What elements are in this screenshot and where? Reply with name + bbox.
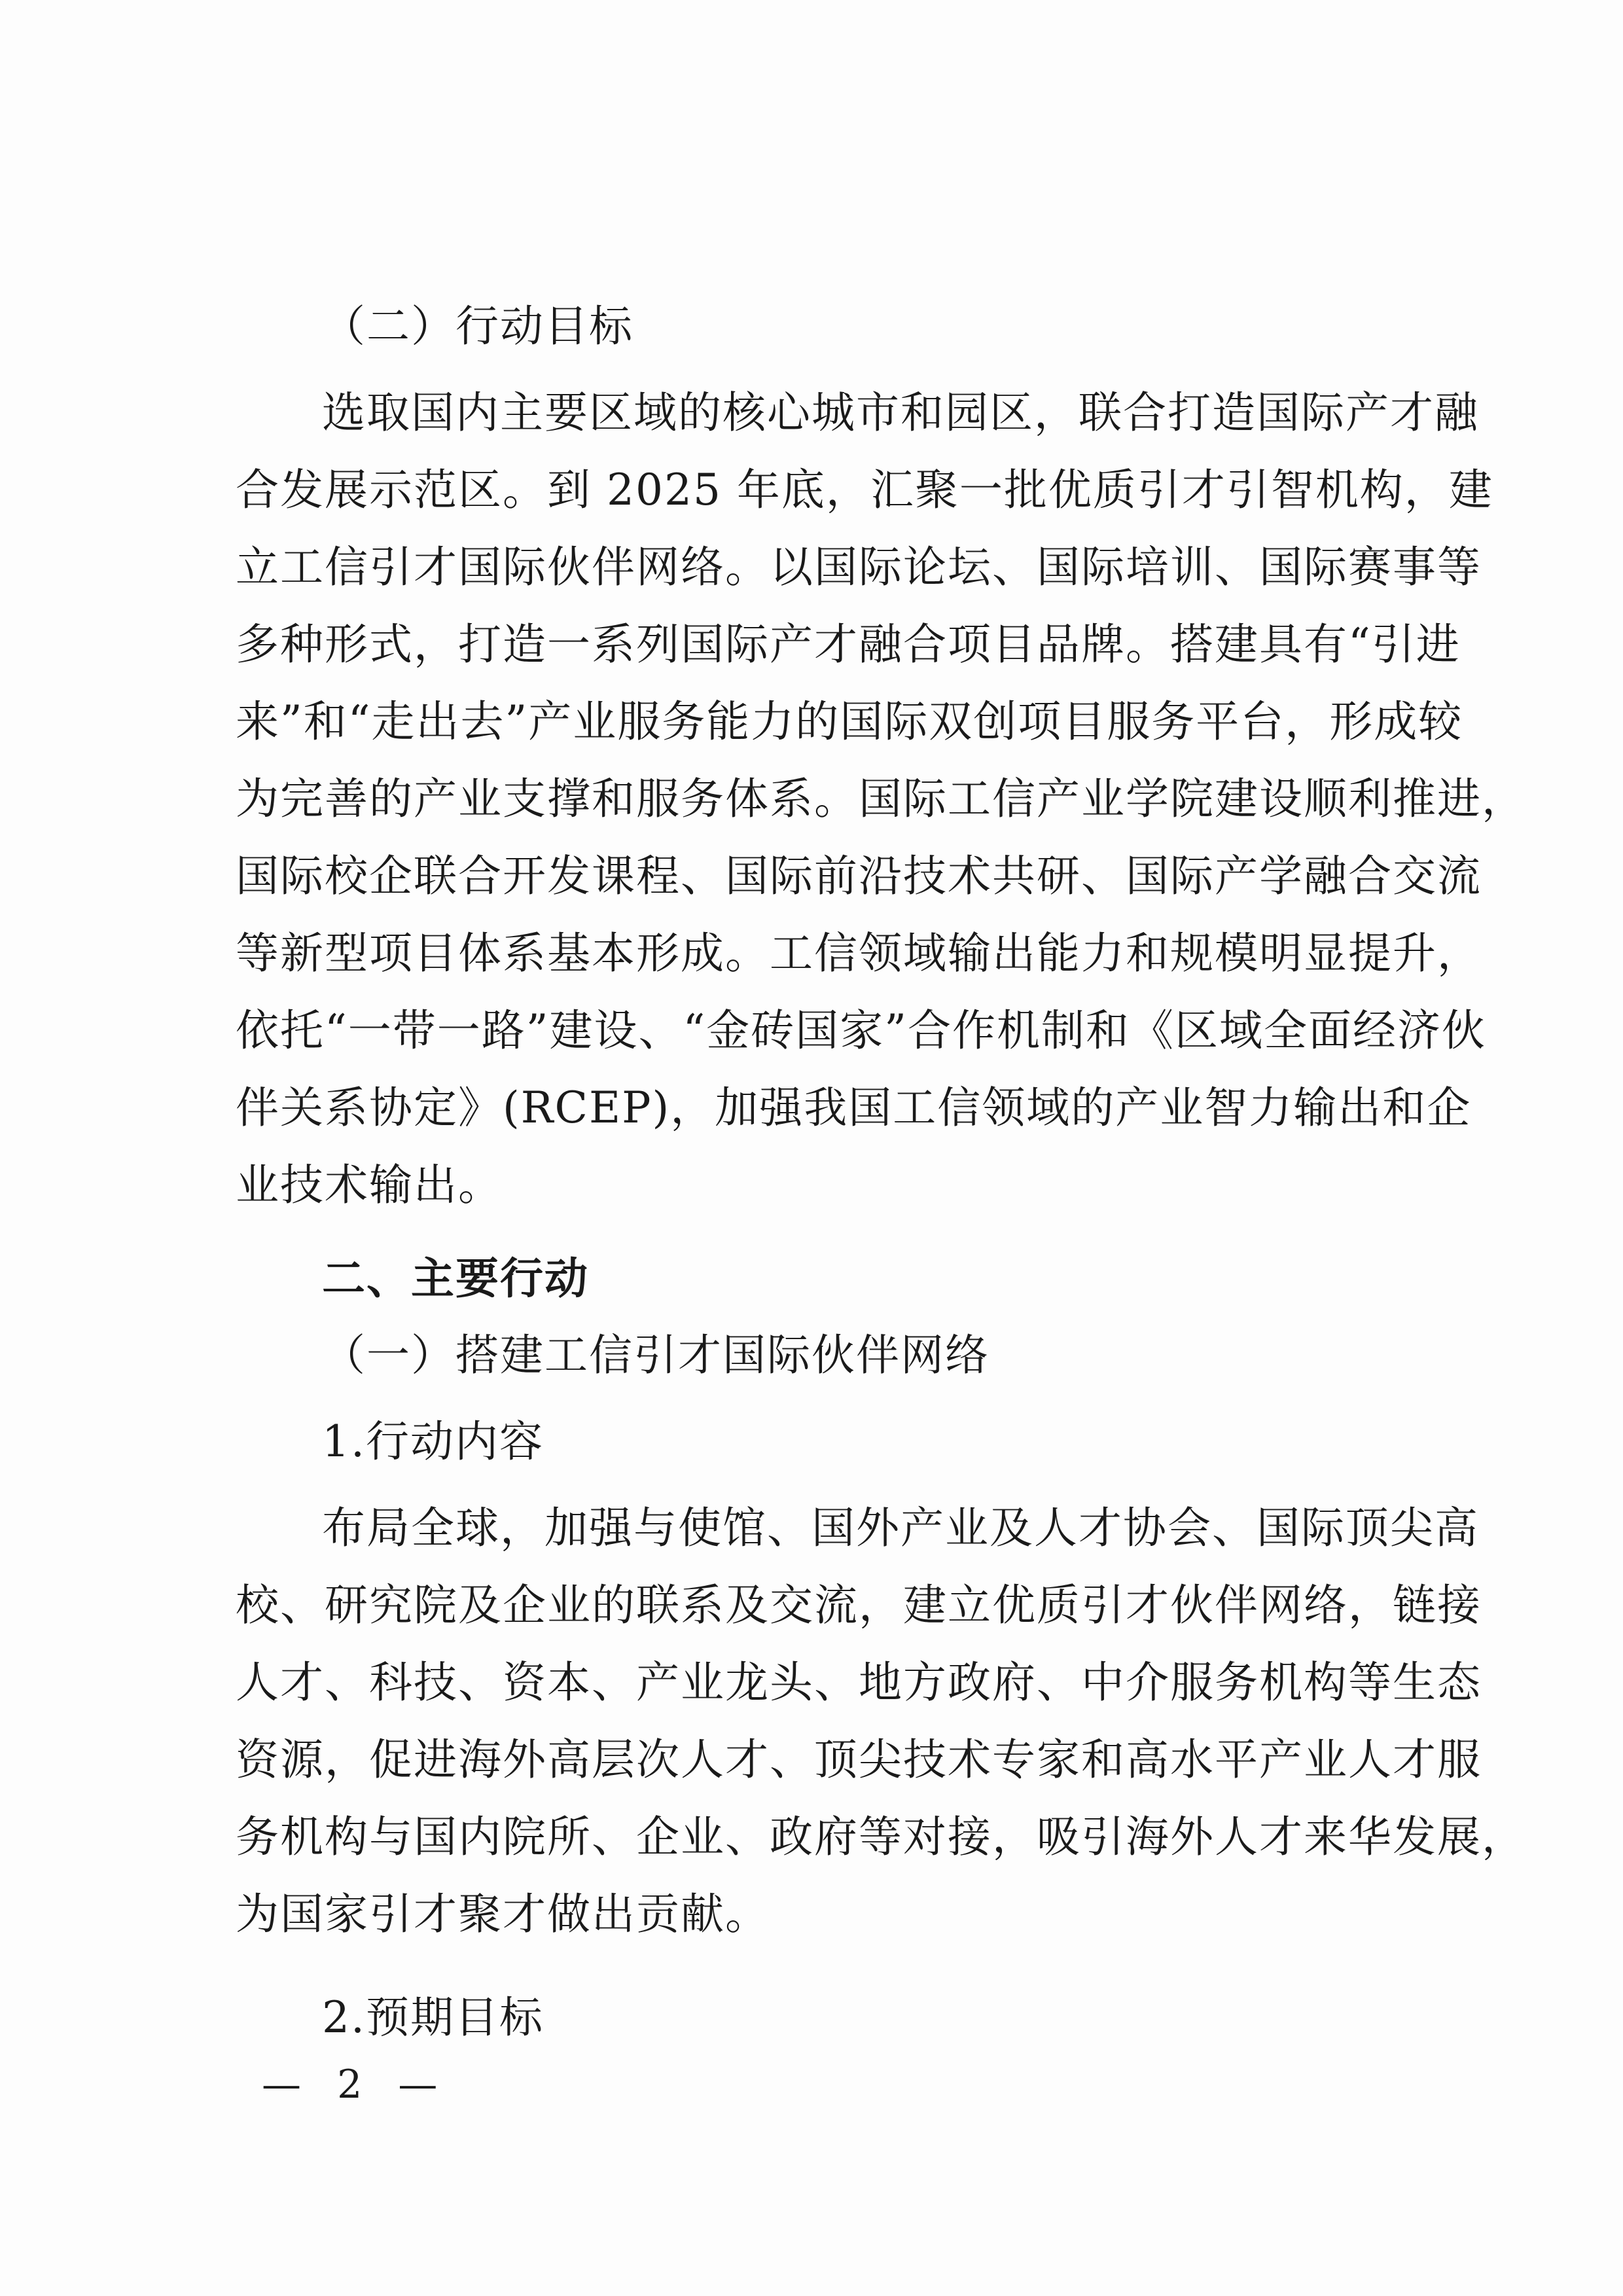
goal-paragraph-line: 伴关系协定》(RCEP)，加强我国工信领域的产业智力输出和企 — [236, 1083, 1472, 1133]
goal-paragraph-line: 合发展示范区。到 2025 年底，汇聚一批优质引才引智机构，建 — [236, 465, 1493, 515]
goal-paragraph — [236, 374, 1526, 1224]
action-paragraph — [236, 1490, 1526, 1953]
action-paragraph-line: 人才、科技、资本、产业龙头、地方政府、中介服务机构等生态 — [236, 1657, 1482, 1708]
goal-paragraph-line: 为完善的产业支撑和服务体系。国际工信产业学院建设顺利推进， — [236, 774, 1526, 824]
subsection-heading-network: （一）搭建工信引才国际伙伴网络 — [322, 1330, 990, 1380]
page-number: — 2 — — [262, 2062, 450, 2108]
goal-paragraph-line: 等新型项目体系基本形成。工信领域输出能力和规模明显提升， — [236, 928, 1482, 978]
goal-paragraph-line: 依托“一带一路”建设、“金砖国家”合作机制和《区域全面经济伙 — [236, 1005, 1486, 1056]
goal-paragraph-line: 来”和“走出去”产业服务能力的国际双创项目服务平台，形成较 — [236, 696, 1463, 747]
action-paragraph-line: 布局全球，加强与使馆、国外产业及人才协会、国际顶尖高 — [322, 1503, 1479, 1553]
goal-paragraph-line: 国际校企联合开发课程、国际前沿技术共研、国际产学融合交流 — [236, 851, 1482, 901]
item-title-action-content: 1.行动内容 — [322, 1416, 544, 1467]
goal-paragraph-line: 立工信引才国际伙伴网络。以国际论坛、国际培训、国际赛事等 — [236, 542, 1482, 592]
goal-paragraph-line: 业技术输出。 — [236, 1160, 503, 1210]
action-paragraph-line: 务机构与国内院所、企业、政府等对接，吸引海外人才来华发展， — [236, 1812, 1526, 1862]
section-heading-main-actions: 二、主要行动 — [322, 1253, 589, 1304]
action-paragraph-line: 为国家引才聚才做出贡献。 — [236, 1889, 770, 1939]
item-title-expected-goal: 2.预期目标 — [322, 1992, 544, 2043]
goal-paragraph-line: 选取国内主要区域的核心城市和园区，联合打造国际产才融 — [322, 387, 1479, 438]
action-paragraph-line: 资源，促进海外高层次人才、顶尖技术专家和高水平产业人才服 — [236, 1734, 1482, 1785]
document-body — [236, 288, 1526, 2056]
goal-paragraph-line: 多种形式，打造一系列国际产才融合项目品牌。搭建具有“引进 — [236, 619, 1461, 670]
section-heading-goal: （二）行动目标 — [322, 301, 633, 351]
action-paragraph-line: 校、研究院及企业的联系及交流，建立优质引才伙伴网络，链接 — [236, 1580, 1482, 1630]
